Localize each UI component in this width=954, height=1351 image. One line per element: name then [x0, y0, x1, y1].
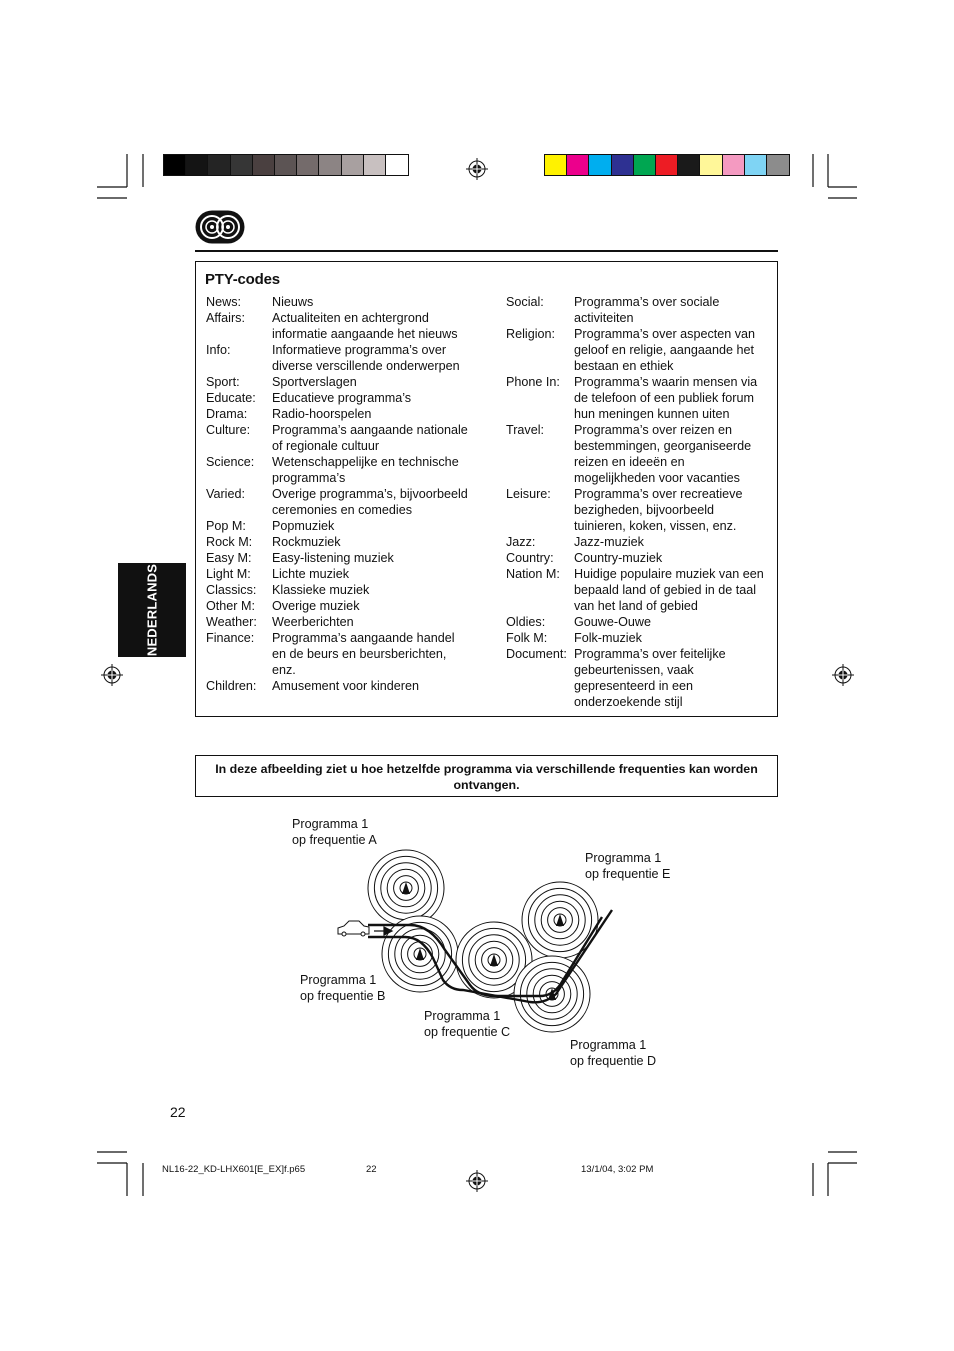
- pty-definition: Programma’s over reizen en: [574, 423, 732, 437]
- page-number: 22: [170, 1104, 186, 1120]
- footer-file: NL16-22_KD-LHX601[E_EX]f.p65: [162, 1164, 306, 1175]
- language-tab-label: NEDERLANDS: [144, 563, 160, 657]
- notice-line: ontvangen.: [453, 778, 520, 792]
- pty-term: Drama:: [206, 407, 248, 421]
- pty-definition: Folk-muziek: [574, 631, 642, 645]
- car-icon: [338, 921, 369, 936]
- label-frequency-b: [300, 972, 385, 1004]
- pty-definition: Programma’s aangaande nationale: [272, 423, 468, 437]
- pty-definition: tuinieren, koken, vissen, enz.: [574, 519, 737, 533]
- label-frequency-c: [424, 1008, 510, 1040]
- pty-term: Travel:: [506, 423, 545, 437]
- pty-definition: of regionale cultuur: [272, 439, 380, 453]
- pty-definition: Programma’s over recreatieve: [574, 487, 743, 501]
- pty-term: Folk M:: [506, 631, 548, 645]
- pty-definition: Informatieve programma’s over: [272, 343, 447, 357]
- pty-term: Classics:: [206, 583, 257, 597]
- label-line: op frequentie B: [300, 989, 386, 1003]
- pty-definition: reizen en ideeën en: [574, 455, 685, 469]
- pty-term: Rock M:: [206, 535, 253, 549]
- pty-definition: Programma’s waarin mensen via: [574, 375, 758, 389]
- pty-definition: Sportverslagen: [272, 375, 357, 389]
- section-title: PTY-codes: [205, 271, 280, 288]
- pty-definition: bezigheden, bijvoorbeeld: [574, 503, 715, 517]
- label-line: Programma 1: [424, 1009, 501, 1023]
- pty-term: Finance:: [206, 631, 255, 645]
- pty-term: Leisure:: [506, 487, 551, 501]
- pty-definition: Popmuziek: [272, 519, 335, 533]
- pty-term: Jazz:: [506, 535, 536, 549]
- pty-term: Varied:: [206, 487, 245, 501]
- pty-term: Culture:: [206, 423, 251, 437]
- pty-definition: Programma’s over feitelijke: [574, 647, 726, 661]
- pty-term: Country:: [506, 551, 554, 565]
- pty-term: Phone In:: [506, 375, 560, 389]
- pty-definition: mogelijkheden voor vacanties: [574, 471, 740, 485]
- pty-term: Social:: [506, 295, 544, 309]
- label-frequency-d: [570, 1037, 656, 1069]
- pty-definition: Wetenschappelijke en technische: [272, 455, 459, 469]
- pty-term: Affairs:: [206, 311, 245, 325]
- pty-definition: Overige muziek: [272, 599, 360, 613]
- pty-term: Religion:: [506, 327, 556, 341]
- pty-definition: activiteiten: [574, 311, 634, 325]
- pty-definition: Nieuws: [272, 295, 314, 309]
- label-line: Programma 1: [300, 973, 377, 987]
- pty-definition: onderzoekende stijl: [574, 695, 683, 709]
- pty-definition: informatie aangaande het nieuws: [272, 327, 458, 341]
- pty-definition: Gouwe-Ouwe: [574, 615, 651, 629]
- pty-definition: van het land of gebied: [574, 599, 698, 613]
- pty-definition: bestaan en ethiek: [574, 359, 674, 373]
- pty-term: Easy M:: [206, 551, 252, 565]
- pty-term: Info:: [206, 343, 231, 357]
- pty-definition: Klassieke muziek: [272, 583, 370, 597]
- pty-term: Pop M:: [206, 519, 246, 533]
- pty-definition: Huidige populaire muziek van een: [574, 567, 764, 581]
- pty-definition: Rockmuziek: [272, 535, 341, 549]
- pty-term: Science:: [206, 455, 255, 469]
- pty-definition: gepresenteerd in een: [574, 679, 694, 693]
- pty-definition: bestemmingen, georganiseerde: [574, 439, 752, 453]
- pty-term: Nation M:: [506, 567, 560, 581]
- pty-term: News:: [206, 295, 241, 309]
- pty-definition: geloof en religie, aangaande het: [574, 343, 754, 357]
- pty-definition: programma’s: [272, 471, 346, 485]
- pty-definition: de telefoon of een publiek forum: [574, 391, 754, 405]
- pty-term: Sport:: [206, 375, 240, 389]
- pty-definition: Programma’s over sociale: [574, 295, 720, 309]
- label-line: op frequentie E: [585, 867, 671, 881]
- pty-term: Educate:: [206, 391, 256, 405]
- pty-definition: bepaald land of gebied in de taal: [574, 583, 757, 597]
- label-line: op frequentie A: [292, 833, 377, 847]
- pty-definition: ceremonies en comedies: [272, 503, 413, 517]
- label-line: Programma 1: [292, 817, 369, 831]
- pty-term: Oldies:: [506, 615, 546, 629]
- pty-definition: Programma’s over aspecten van: [574, 327, 756, 341]
- pty-definition: Amusement voor kinderen: [272, 679, 419, 693]
- label-line: Programma 1: [585, 851, 662, 865]
- label-frequency-a: [292, 816, 377, 848]
- pty-definition: Easy-listening muziek: [272, 551, 394, 565]
- pty-definition: Country-muziek: [574, 551, 663, 565]
- pty-definition: en de beurs en beursberichten,: [272, 647, 447, 661]
- pty-definition: hun meningen kunnen uiten: [574, 407, 730, 421]
- footer-page: 22: [366, 1164, 377, 1175]
- notice-line: In deze afbeelding ziet u hoe hetzelfde programma via verschillende frequenties kan worden: [215, 762, 758, 776]
- pty-term: Light M:: [206, 567, 251, 581]
- pty-term: Other M:: [206, 599, 255, 613]
- pty-definition: Programma’s aangaande handel: [272, 631, 455, 645]
- pty-definition: Educatieve programma’s: [272, 391, 412, 405]
- label-line: Programma 1: [570, 1038, 647, 1052]
- pty-term: Document:: [506, 647, 567, 661]
- pty-definition: gebeurtenissen, vaak: [574, 663, 694, 677]
- car-wheel: [342, 932, 346, 936]
- pty-definition: Jazz-muziek: [574, 535, 644, 549]
- pty-definition: Actualiteiten en achtergrond: [272, 311, 429, 325]
- pty-term: Weather:: [206, 615, 257, 629]
- label-line: op frequentie D: [570, 1054, 657, 1068]
- pty-term: Children:: [206, 679, 257, 693]
- pty-definition: Overige programma’s, bijvoorbeeld: [272, 487, 468, 501]
- pty-definition: Weerberichten: [272, 615, 354, 629]
- label-frequency-e: [585, 850, 670, 882]
- car-wheel: [361, 932, 365, 936]
- pty-definition: diverse verscillende onderwerpen: [272, 359, 460, 373]
- pty-definition: Lichte muziek: [272, 567, 349, 581]
- pty-definition: enz.: [272, 663, 296, 677]
- footer-date: 13/1/04, 3:02 PM: [581, 1164, 654, 1175]
- pty-definition: Radio-hoorspelen: [272, 407, 372, 421]
- label-line: op frequentie C: [424, 1025, 511, 1039]
